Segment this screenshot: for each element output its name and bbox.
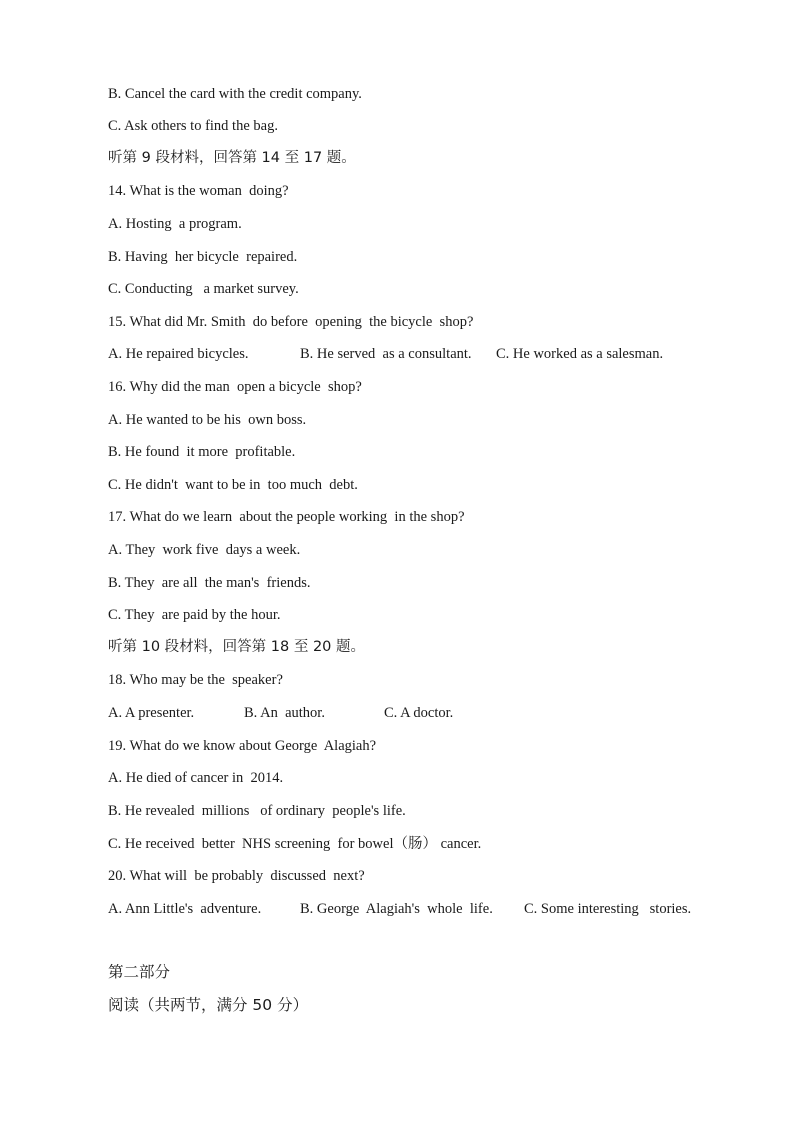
question-16: 16. Why did the man open a bicycle shop? [108,379,362,395]
q19-option-a: A. He died of cancer in 2014. [108,770,284,786]
q17-option-c: C. They are paid by the hour. [108,607,281,623]
section-instruction-10: 听第 10 段材料，回答第 18 至 20 题。 [108,639,366,655]
question-19: 19. What do we know about George Alagiah? [108,738,377,754]
question-20: 20. What will be probably discussed next? [108,868,365,884]
q14-option-c: C. Conducting a market survey. [108,281,299,297]
q15-option-c: C. He worked as a salesman. [496,346,664,362]
question-17: 17. What do we learn about the people working in the shop? [108,509,465,525]
question-15: 15. What did Mr. Smith do before opening the bicycle shop? [108,314,474,330]
q18-option-c: C. A doctor. [384,705,454,721]
q13-option-b: B. Cancel the card with the credit company. [108,86,362,102]
q16-option-b: B. He found it more profitable. [108,444,296,460]
q16-option-a: A. He wanted to be his own boss. [108,412,307,428]
q16-option-c: C. He didn't want to be in too much debt. [108,477,358,493]
q19-option-b: B. He revealed millions of ordinary people's life. [108,803,406,819]
q15-option-b: B. He served as a consultant. [300,346,472,362]
part-two-heading: 第二部分 [108,963,171,981]
section-instruction-9: 听第 9 段材料，回答第 14 至 17 题。 [108,150,356,166]
q19-option-c: C. He received better NHS screening for bowel（肠） cancer. [108,836,482,852]
q13-option-c: C. Ask others to find the bag. [108,118,278,134]
q15-option-a: A. He repaired bicycles. [108,346,249,362]
q20-option-b: B. George Alagiah's whole life. [300,901,493,917]
question-14: 14. What is the woman doing? [108,183,289,199]
q17-option-b: B. They are all the man's friends. [108,575,311,591]
q17-option-a: A. They work five days a week. [108,542,301,558]
question-18: 18. Who may be the speaker? [108,672,283,688]
q20-option-c: C. Some interesting stories. [524,901,692,917]
q14-option-a: A. Hosting a program. [108,216,242,232]
reading-section-heading: 阅读（共两节，满分 50 分） [108,996,309,1014]
q18-option-b: B. An author. [244,705,325,721]
q20-option-a: A. Ann Little's adventure. [108,901,262,917]
q18-option-a: A. A presenter. [108,705,195,721]
q14-option-b: B. Having her bicycle repaired. [108,249,298,265]
